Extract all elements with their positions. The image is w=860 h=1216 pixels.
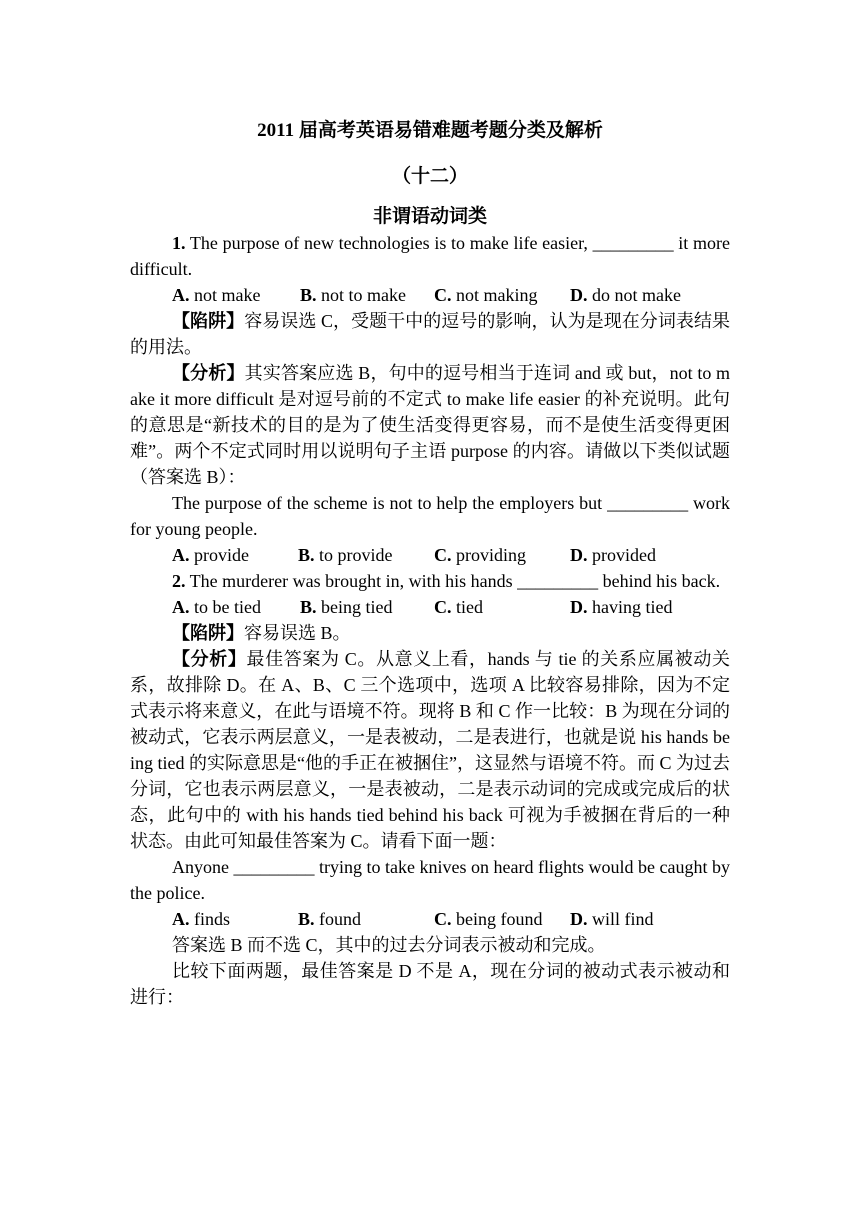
question-text: The murderer was brought in, with his hands _________ behind his back. [185,571,721,591]
trap-label: 【陷阱】 [172,623,244,643]
option-b: B. to provide [298,545,393,565]
option-d: D. provided [570,545,656,565]
option-c: C. providing [434,545,526,565]
trap-text: 容易误选 C，受题干中的逗号的影响，认为是现在分词表结果的用法。 [130,311,730,357]
option-a: A. provide [172,545,249,565]
document-title: 2011 届高考英语易错难题考题分类及解析 [257,120,603,141]
analysis-paragraph [130,646,730,854]
option-a: A. finds [172,909,230,929]
option-c: C. being found [434,909,543,929]
question-1-options [130,282,730,308]
trap-text: 容易误选 B。 [244,623,351,643]
document-page [130,118,730,1010]
option-c: C. tied [434,597,483,617]
option-a: A. not make [172,285,261,305]
option-d: D. having tied [570,597,673,617]
analysis-label: 【分析】 [172,649,247,669]
question-number: 1. [172,233,186,253]
option-d: D. will find [570,909,654,929]
section-heading: 非谓语动词类 [372,206,487,227]
similar-question-options [130,906,730,932]
question-2-stem [130,568,730,594]
similar-question-stem: Anyone _________ trying to take knives on heard flights would be caught by the police. [130,857,730,903]
option-b: B. not to make [300,285,406,305]
question-1-stem [130,230,730,282]
trap-paragraph [130,620,730,646]
analysis-text: 其实答案应选 B，句中的逗号相当于连词 and 或 but，not to make it more difficult 是对逗号前的不定式 to make life easier 的补充说明。此句的意思是“新技术的目的是为了使生活变得更容易，而不是使生活变得更困难”。两个不定式同时用以说明句子主语 purpose 的内容。请做以下类似试题（答案选 B）： [130,363,731,487]
option-a: A. to be tied [172,597,261,617]
analysis-text: 最佳答案为 C。从意义上看，hands 与 tie 的关系应属被动关系，故排除 D。在 A、B、C 三个选项中，选项 A 比较容易排除，因为不定式表示将来意义，在此与语境不符。现将 B 和 C 作一比较：B 为现在分词的被动式，它表示两层意义，一是表被动，二是表进行，也就是说 his hands being tied 的实际意思是“他的手正在被捆住”，这显然与语境不符。而 C 为过去分词，它也表示两层意义，一是表被动，二是表示动词的完成或完成后的状态，此句中的 with his hands tied behind his back 可视为手被捆在背后的一种状态。由此可知最佳答案为 C。请看下面一题： [130,649,730,851]
analysis-paragraph [130,360,730,490]
question-text: The purpose of new technologies is to make life easier, _________ it more difficult. [130,233,730,279]
option-b: B. found [298,909,362,929]
comparison-note: 比较下面两题，最佳答案是 D 不是 A，现在分词的被动式表示被动和进行： [130,961,730,1007]
question-2-options [130,594,730,620]
trap-paragraph [130,308,730,360]
similar-question-options [130,542,730,568]
question-number: 2. [172,571,186,591]
answer-note: 答案选 B 而不选 C，其中的过去分词表示被动和完成。 [172,935,606,955]
trap-label: 【陷阱】 [172,311,245,331]
analysis-label: 【分析】 [172,363,245,383]
option-b: B. being tied [300,597,393,617]
document-subtitle: （十二） [391,166,468,187]
option-d: D. do not make [570,285,681,305]
similar-question-stem: The purpose of the scheme is not to help the employers but _________ work for young people. [130,493,730,539]
option-c: C. not making [434,285,538,305]
